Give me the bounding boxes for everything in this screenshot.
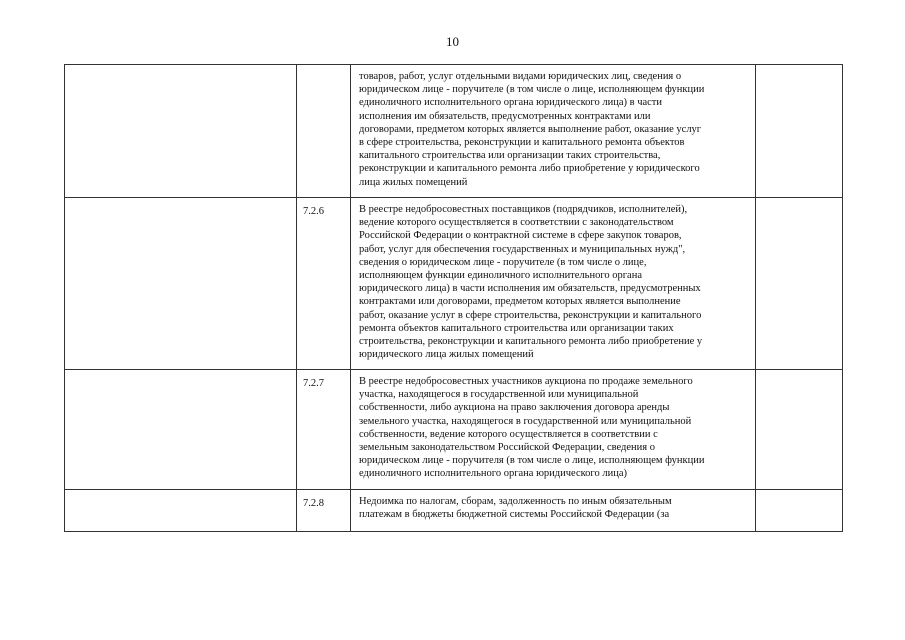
table-row bbox=[65, 198, 843, 370]
text-line: Российской Федерации о контрактной системе в сфере закупок товаров, bbox=[359, 230, 682, 242]
text-line: собственности, либо аукциона на право заключения договора аренды bbox=[359, 402, 670, 414]
text-line: ведение которого осуществляется в соответствии с законодательством bbox=[359, 217, 674, 229]
text-line: сведения о юридическом лице - поручителе (в том числе о лице, bbox=[359, 256, 647, 268]
table-row bbox=[65, 65, 843, 198]
notes-cell bbox=[756, 65, 843, 198]
text-line: юридическом лице - поручителя (в том числе о лице, исполняющем функции bbox=[359, 455, 705, 467]
notes-cell bbox=[756, 370, 843, 490]
text-line: исполняющем функции единоличного исполнительного органа bbox=[359, 270, 642, 282]
text-line: земельного участка, находящегося в государственной или муниципальной bbox=[359, 415, 692, 427]
text-line: В реестре недобросовестных участников аукциона по продаже земельного bbox=[359, 376, 693, 387]
category-cell bbox=[65, 370, 297, 490]
text-line: юридического лица) в части исполнения им обязательств, предусмотренных bbox=[359, 283, 701, 295]
requirements-table bbox=[64, 64, 843, 532]
notes-cell bbox=[756, 198, 843, 370]
text-line: работ, оказание услуг в сфере строительства, реконструкции и капитального bbox=[359, 309, 702, 321]
category-cell bbox=[65, 490, 297, 532]
text-line: ремонта объектов капитального строительства или организации таких bbox=[359, 322, 674, 334]
item-number-cell: 7.2.6 bbox=[297, 198, 351, 370]
text-line: единоличного исполнительного органа юридического лица) в части bbox=[359, 97, 662, 109]
text-line: строительства, реконструкции и капитального ремонта либо приобретение у bbox=[359, 336, 703, 348]
text-line: контрактами или договорами, предметом которых является выполнение bbox=[359, 296, 681, 308]
item-number-cell bbox=[297, 65, 351, 198]
page-number: 10 bbox=[446, 34, 459, 49]
text-line: лица жилых помещений bbox=[359, 176, 468, 188]
text-line: единоличного исполнительного органа юридического лица) bbox=[359, 468, 627, 480]
text-line: участка, находящегося в государственной или муниципальной bbox=[359, 389, 639, 401]
text-line: юридического лица жилых помещений bbox=[359, 349, 534, 361]
item-number-cell: 7.2.7 bbox=[297, 370, 351, 490]
text-line: юридическом лице - поручителе (в том числе о лице, исполняющем функции bbox=[359, 84, 705, 96]
text-line: собственности, ведение которого осуществляется в соответствии с bbox=[359, 428, 658, 440]
text-line: договорами, предметом которых является выполнение работ, оказание услуг bbox=[359, 123, 702, 135]
table-row bbox=[65, 370, 843, 490]
text-line: в сфере строительства, реконструкции и капитального ремонта объектов bbox=[359, 137, 685, 149]
text-line: платежам в бюджеты бюджетной системы Российской Федерации (за bbox=[359, 509, 670, 521]
notes-cell bbox=[756, 490, 843, 532]
text-line: работ, услуг для обеспечения государственных и муниципальных нужд", bbox=[359, 243, 686, 255]
text-line: земельным законодательством Российской Федерации, сведения о bbox=[359, 442, 655, 454]
item-text-cell bbox=[351, 65, 756, 198]
text-line: исполнения им обязательств, предусмотренных контрактами или bbox=[359, 110, 651, 122]
table-row bbox=[65, 490, 843, 532]
item-number-cell: 7.2.8 bbox=[297, 490, 351, 532]
item-text-cell bbox=[351, 198, 756, 370]
item-text-cell bbox=[351, 490, 756, 532]
category-cell bbox=[65, 65, 297, 198]
item-text-cell bbox=[351, 370, 756, 490]
text-line: В реестре недобросовестных поставщиков (подрядчиков, исполнителей), bbox=[359, 204, 688, 215]
category-cell bbox=[65, 198, 297, 370]
text-line: товаров, работ, услуг отдельными видами юридических лиц, сведения о bbox=[359, 71, 682, 82]
text-line: капитального строительства или организации таких строительства, bbox=[359, 150, 661, 162]
text-line: Недоимка по налогам, сборам, задолженность по иным обязательным bbox=[359, 496, 672, 507]
text-line: реконструкции и капитального ремонта либо приобретение у юридического bbox=[359, 163, 700, 175]
